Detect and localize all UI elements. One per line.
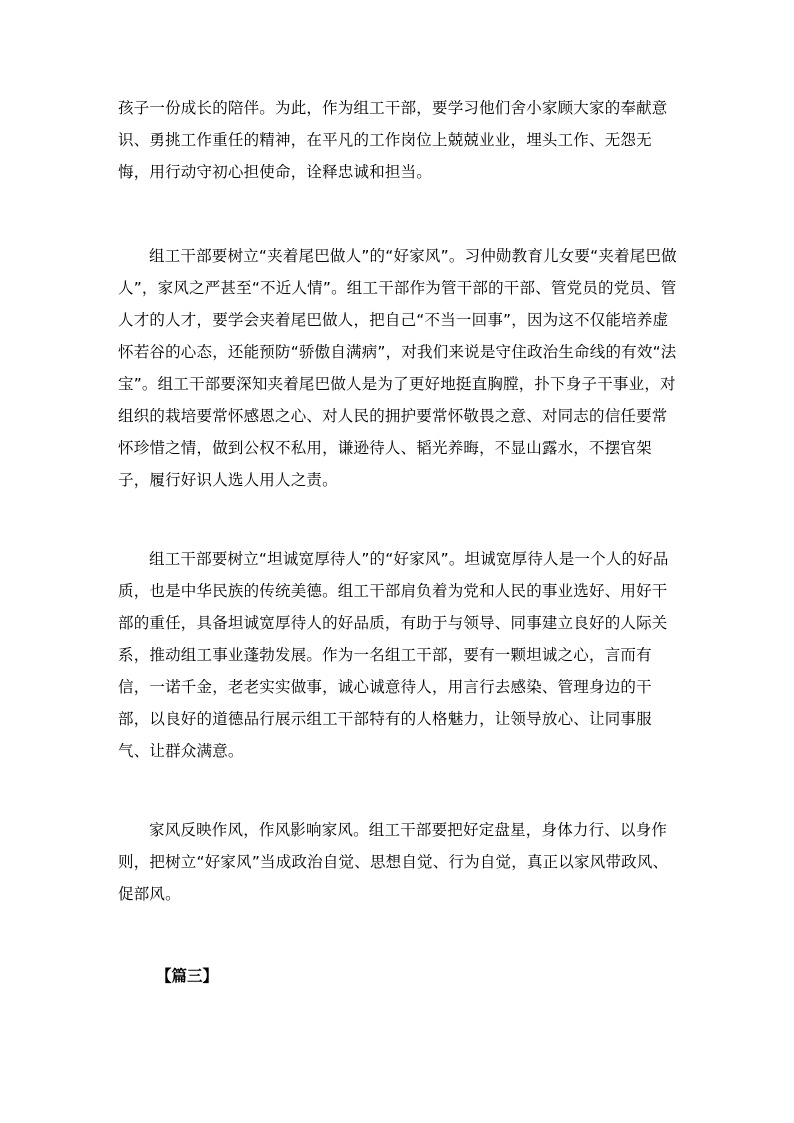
- paragraph-2: 组工干部要树立“夹着尾巴做人”的“好家风”。习仲勋教育儿女要“夹着尾巴做人”，家风之严甚至“不近人情”。组工干部作为管干部的干部、管党员的党员、管人才的人才，要学会夹着尾巴做人，把自己“不当一回事”，因为这不仅能培养虚怀若谷的心态，还能预防“骄傲自满病”，对我们来说是守住政治生命线的有效“法宝”。组工干部要深知夹着尾巴做人是为了更好地挺直胸膛，扑下身子干事业，对组织的栽培要常怀感恩之心、对人民的拥护要常怀敬畏之意、对同志的信任要常怀珍惜之情，做到公权不私用，谦逊待人、韬光养晦，不显山露水，不摆官架子，履行好识人选人用人之责。: [118, 247, 677, 489]
- paragraph-1: 孩子一份成长的陪伴。为此，作为组工干部，要学习他们舍小家顾大家的奉献意识、勇挑工作重任的精神，在平凡的工作岗位上兢兢业业，埋头工作、无怨无悔，用行动守初心担使命，诠释忠诚和担当。: [118, 99, 668, 181]
- paragraph-3: 组工干部要树立“坦诚宽厚待人”的“好家风”。坦诚宽厚待人是一个人的好品质，也是中华民族的传统美德。组工干部肩负着为党和人民的事业选好、用好干部的重任，具备坦诚宽厚待人的好品质，有助于与领导、同事建立良好的人际关系，推动组工事业蓬勃发展。作为一名组工干部，要有一颗坦诚之心，言而有信，一诺千金，老老实实做事，诚心诚意待人，用言行去感染、管理身边的干部，以良好的道德品行展示组工干部特有的人格魅力，让领导放心、让同事服气、让群众满意。: [118, 550, 669, 760]
- section-heading: 【篇三】: [156, 967, 219, 985]
- paragraph-4: 家风反映作风，作风影响家风。组工干部要把好定盘星，身体力行、以身作则，把树立“好家风”当成政治自觉、思想自觉、行为自觉，真正以家风带政风、促部风。: [118, 821, 669, 903]
